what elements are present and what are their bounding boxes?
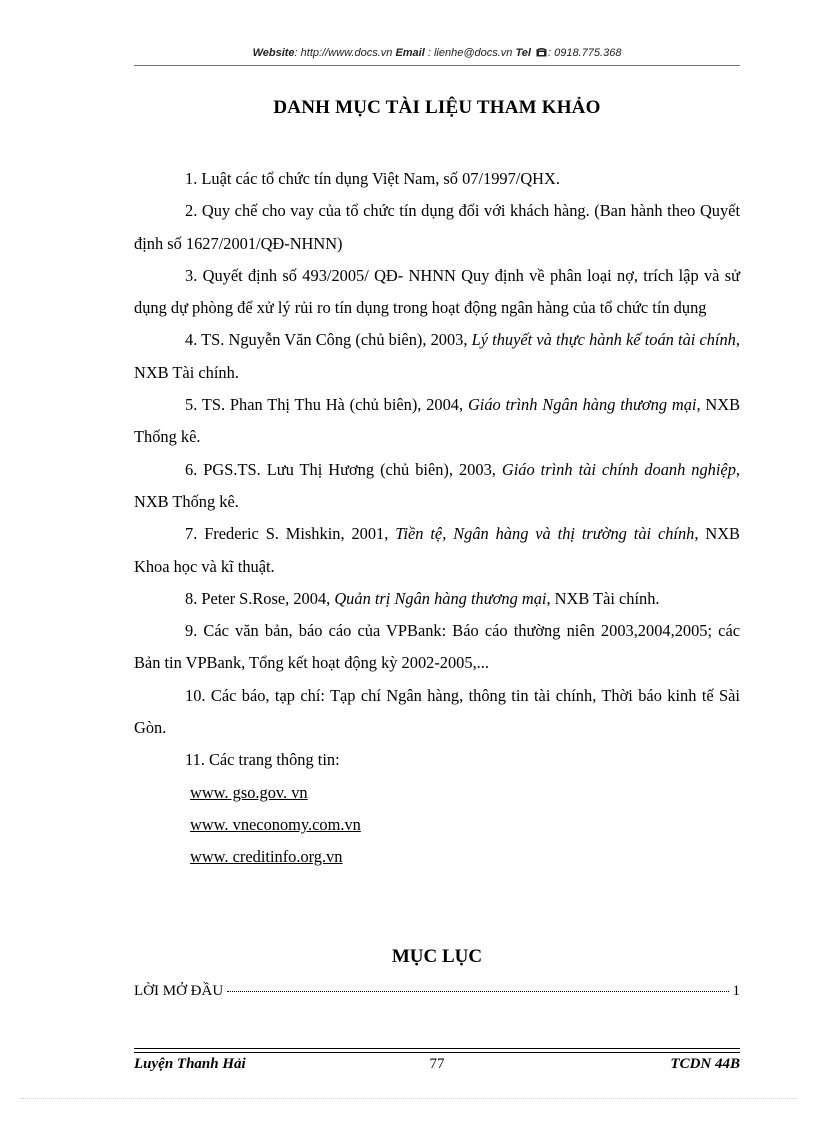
website-link-gso[interactable]: www. gso.gov. vn <box>190 782 308 802</box>
reference-item: 1. Luật các tổ chức tín dụng Việt Nam, số 07/1997/QHX. <box>185 169 560 188</box>
website-value: : http://www.docs.vn <box>294 47 393 59</box>
page-header <box>134 47 740 65</box>
reference-item: 4. TS. Nguyễn Văn Công (chủ biên), 2003, Lý thuyết và thực hành kế toán tài chính, NXB Tài chính. <box>134 330 740 382</box>
toc-leader-dots <box>227 991 728 992</box>
reference-item: 2. Quy chế cho vay của tổ chức tín dụng đối với khách hàng. (Ban hành theo Quyết định số 1627/2001/QĐ-NHNN) <box>134 201 740 253</box>
page-number: 77 <box>429 1056 445 1072</box>
website-link-creditinfo[interactable]: www. creditinfo.org.vn <box>190 847 343 867</box>
reference-item: 9. Các văn bản, báo cáo của VPBank: Báo cáo thường niên 2003,2004,2005; các Bản tin VPBank, Tổng kết hoạt động kỳ 2002-2005,... <box>134 621 740 673</box>
reference-item: 3. Quyết định số 493/2005/ QĐ- NHNN Quy định về phân loại nợ, trích lập và sử dụng dự phòng để xử lý rủi ro tín dụng trong hoạt động ngân hàng của tổ chức tín dụng <box>134 265 740 318</box>
footer-author: Luyện Thanh Hải <box>134 1056 246 1072</box>
footer-divider <box>134 1048 740 1049</box>
reference-item: 8. Peter S.Rose, 2004, Quản trị Ngân hàng thương mại, NXB Tài chính. <box>185 588 660 608</box>
reference-book-title: Giáo trình Ngân hàng thương mại <box>467 395 697 415</box>
reference-item: 5. TS. Phan Thị Thu Hà (chủ biên), 2004, Giáo trình Ngân hàng thương mại, NXB Thống kê. <box>134 395 741 447</box>
tel-label: Tel <box>515 47 531 59</box>
header-divider <box>134 65 740 66</box>
reference-item: 10. Các báo, tạp chí: Tạp chí Ngân hàng, thông tin tài chính, Thời báo kinh tế Sài Gòn. <box>134 685 740 738</box>
reference-item: 7. Frederic S. Mishkin, 2001, Tiền tệ, Ngân hàng và thị trường tài chính, NXB Khoa học và kĩ thuật. <box>134 524 740 576</box>
page-title: DANH MỤC TÀI LIỆU THAM KHẢO <box>273 97 601 118</box>
reference-list <box>134 163 740 874</box>
reference-book-title: Quản trị Ngân hàng thương mại <box>334 588 547 608</box>
page-footer <box>134 1056 740 1076</box>
footer-divider <box>134 1052 740 1053</box>
toc-entry-label: LỜI MỞ ĐẦU <box>134 983 224 999</box>
page-edge <box>20 1098 796 1099</box>
tel-value: : 0918.775.368 <box>548 47 622 59</box>
toc-entry-page: 1 <box>732 983 740 999</box>
footer-class-code: TCDN 44B <box>670 1056 740 1072</box>
reference-item: 6. PGS.TS. Lưu Thị Hương (chủ biên), 2003, Giáo trình tài chính doanh nghiệp, NXB Thống kê. <box>134 459 741 511</box>
reference-book-title: Tiền tệ, Ngân hàng và thị trường tài chính <box>395 524 695 544</box>
reference-book-title: Lý thuyết và thực hành kế toán tài chính <box>471 330 736 350</box>
website-link-vneconomy[interactable]: www. vneconomy.com.vn <box>190 814 361 834</box>
website-label: Website <box>252 47 295 59</box>
toc-entry[interactable] <box>134 983 740 1005</box>
phone-icon <box>536 48 547 57</box>
reference-book-title: Giáo trình tài chính doanh nghiệp <box>501 459 736 479</box>
email-label: Email <box>395 47 425 59</box>
toc-title: MỤC LỤC <box>391 946 483 967</box>
reference-item: 11. Các trang thông tin: <box>185 750 340 770</box>
email-value: : lienhe@docs.vn <box>427 47 513 59</box>
